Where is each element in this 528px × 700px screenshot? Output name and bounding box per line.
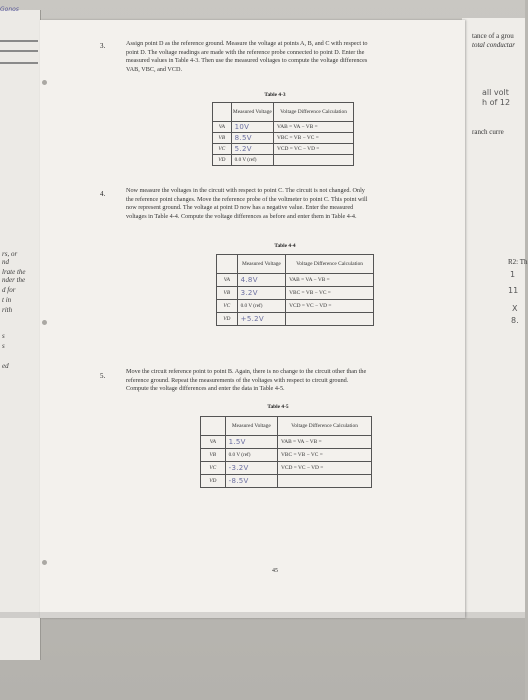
page-edge-bar [0, 50, 38, 52]
variable-cell: VA [213, 122, 232, 133]
table-4-4 [216, 254, 374, 326]
right-page-handwriting: h of 12 [482, 98, 511, 107]
left-page-text: rith [2, 306, 13, 314]
right-page-text: tance of a grou [472, 32, 514, 40]
variable-cell: VC [217, 300, 238, 313]
text-line: reference ground. Repeat the measurements of the voltages with respect to circuit ground. [126, 376, 349, 384]
question-number: 5. [100, 372, 106, 380]
table-row [201, 449, 372, 462]
table-row [201, 462, 372, 475]
header-blank [213, 103, 232, 122]
voltage-difference-cell[interactable] [286, 313, 374, 326]
left-page-text: rs, or [2, 250, 18, 258]
question-4-text [126, 187, 367, 221]
binder-hole [42, 80, 47, 85]
right-page-handwriting: all volt [482, 88, 509, 97]
table-header: Measured Voltage [237, 255, 285, 274]
voltage-difference-cell[interactable]: VCD = VC − VD = [278, 462, 372, 475]
table-row [217, 313, 374, 326]
text-line: Assign point D as the reference ground. Measure the voltage at points A, B, and C with respect to [126, 40, 368, 47]
text-line: point D. The voltage readings are made with the reference probe connected to point D. Enter the [126, 48, 365, 56]
table-header: Voltage Difference Calculation [278, 417, 372, 436]
text-line: Compute the voltage differences and enter the data in Table 4-5. [126, 385, 285, 393]
handwritten-measured-value[interactable]: 10V [231, 122, 273, 133]
reference-value[interactable]: 0.0 V (ref) [231, 155, 273, 166]
table-header-row [217, 255, 374, 274]
handwritten-measured-value[interactable]: 1.5V [225, 436, 277, 449]
handwritten-measured-value[interactable]: +5.2V [237, 313, 285, 326]
table-header: Voltage Difference Calculation [286, 255, 374, 274]
variable-cell: VC [213, 144, 232, 155]
voltage-difference-cell[interactable]: VBC = VB − VC = [278, 449, 372, 462]
handwritten-measured-value[interactable]: 8.5V [231, 133, 273, 144]
handwritten-measured-value[interactable]: 3.2V [237, 287, 285, 300]
right-page-handwriting: X [512, 304, 518, 313]
question-3-text [126, 40, 367, 74]
question-number: 3. [100, 42, 106, 50]
table-row [213, 155, 354, 166]
text-line: measured values in Table 4-3. Then use the measured voltages to compute the voltage differences [126, 57, 368, 65]
reference-value[interactable]: 0.0 V (ref) [225, 449, 277, 462]
header-blank [217, 255, 238, 274]
table-4-5 [200, 416, 372, 488]
worksheet-page [40, 20, 465, 618]
right-page-text: R2: Th [508, 258, 528, 266]
table-header: Voltage Difference Calculation [274, 103, 354, 122]
text-line: the reference point changes. Move the reference probe of the voltmeter to point C. This point will [126, 195, 368, 203]
page-shadow [0, 612, 525, 618]
voltage-difference-cell[interactable]: VAB = VA − VB = [274, 122, 354, 133]
table-title: Table 4-5 [267, 404, 289, 410]
text-line: voltages in Table 4-4. Compute the voltage differences as before and enter them in Table 4-4. [126, 212, 357, 220]
variable-cell: VD [217, 313, 238, 326]
right-page-text: total conductar [472, 41, 515, 49]
table-row [213, 133, 354, 144]
table-row [201, 475, 372, 488]
corner-note: Gonos [0, 6, 19, 13]
table-row [217, 287, 374, 300]
right-page-edge [462, 18, 528, 618]
text-line: VAB, VBC, and VCD. [126, 65, 183, 73]
table-row [217, 274, 374, 287]
variable-cell: VB [217, 287, 238, 300]
table-4-3 [212, 102, 354, 166]
variable-cell: VA [217, 274, 238, 287]
left-page-text: t in [2, 296, 12, 304]
handwritten-measured-value[interactable]: 5.2V [231, 144, 273, 155]
left-page-text: s [2, 342, 5, 350]
variable-cell: VA [201, 436, 226, 449]
left-page-text: nd [2, 258, 9, 266]
right-page-handwriting: 8. [511, 316, 519, 325]
question-number: 4. [100, 190, 106, 198]
left-page-text: nder the [2, 276, 26, 284]
variable-cell: VD [201, 475, 226, 488]
handwritten-measured-value[interactable]: -3.2V [225, 462, 277, 475]
voltage-difference-cell[interactable]: VAB = VA − VB = [278, 436, 372, 449]
left-page-text: d for [2, 286, 16, 294]
voltage-difference-cell[interactable] [274, 155, 354, 166]
table-header: Measured Voltage [225, 417, 277, 436]
table-title: Table 4-4 [274, 243, 296, 249]
voltage-difference-cell[interactable]: VBC = VB − VC = [286, 287, 374, 300]
right-page-handwriting: 11 [508, 286, 519, 295]
voltage-difference-cell[interactable]: VCD = VC − VD = [286, 300, 374, 313]
left-page-text: s [2, 332, 5, 340]
question-5-text [126, 368, 366, 394]
right-page-text: ranch curre [472, 128, 504, 136]
header-blank [201, 417, 226, 436]
page-edge-bar [0, 40, 38, 42]
right-page-handwriting: 1 [510, 270, 516, 279]
left-page-text: lrate the [2, 268, 26, 276]
voltage-difference-cell[interactable]: VAB = VA − VB = [286, 274, 374, 287]
variable-cell: VC [201, 462, 226, 475]
text-line: Move the circuit reference point to point B. Again, there is no change to the circuit other than the [126, 368, 367, 375]
table-row [213, 144, 354, 155]
variable-cell: VB [213, 133, 232, 144]
table-row [213, 122, 354, 133]
text-line: Now measure the voltages in the circuit with respect to point C. The circuit is not changed. Only [126, 187, 365, 194]
voltage-difference-cell[interactable] [278, 475, 372, 488]
variable-cell: VB [201, 449, 226, 462]
table-title: Table 4-3 [264, 92, 286, 98]
handwritten-measured-value[interactable]: -8.5V [225, 475, 277, 488]
table-header-row [201, 417, 372, 436]
text-line: now represent ground. The voltage at point D now has a negative value. Enter the measured [126, 204, 354, 212]
left-page-edge [0, 10, 41, 660]
table-header: Measured Voltage [231, 103, 273, 122]
reference-value[interactable]: 0.0 V (ref) [237, 300, 285, 313]
voltage-difference-cell[interactable]: VCD = VC − VD = [274, 144, 354, 155]
table-row [201, 436, 372, 449]
page-edge-bar [0, 62, 38, 64]
variable-cell: VD [213, 155, 232, 166]
handwritten-measured-value[interactable]: 4.8V [237, 274, 285, 287]
page-number: 45 [272, 568, 278, 574]
table-row [217, 300, 374, 313]
voltage-difference-cell[interactable]: VBC = VB − VC = [274, 133, 354, 144]
binder-hole [42, 560, 47, 565]
table-header-row [213, 103, 354, 122]
left-page-text: ed [2, 362, 9, 370]
binder-hole [42, 320, 47, 325]
